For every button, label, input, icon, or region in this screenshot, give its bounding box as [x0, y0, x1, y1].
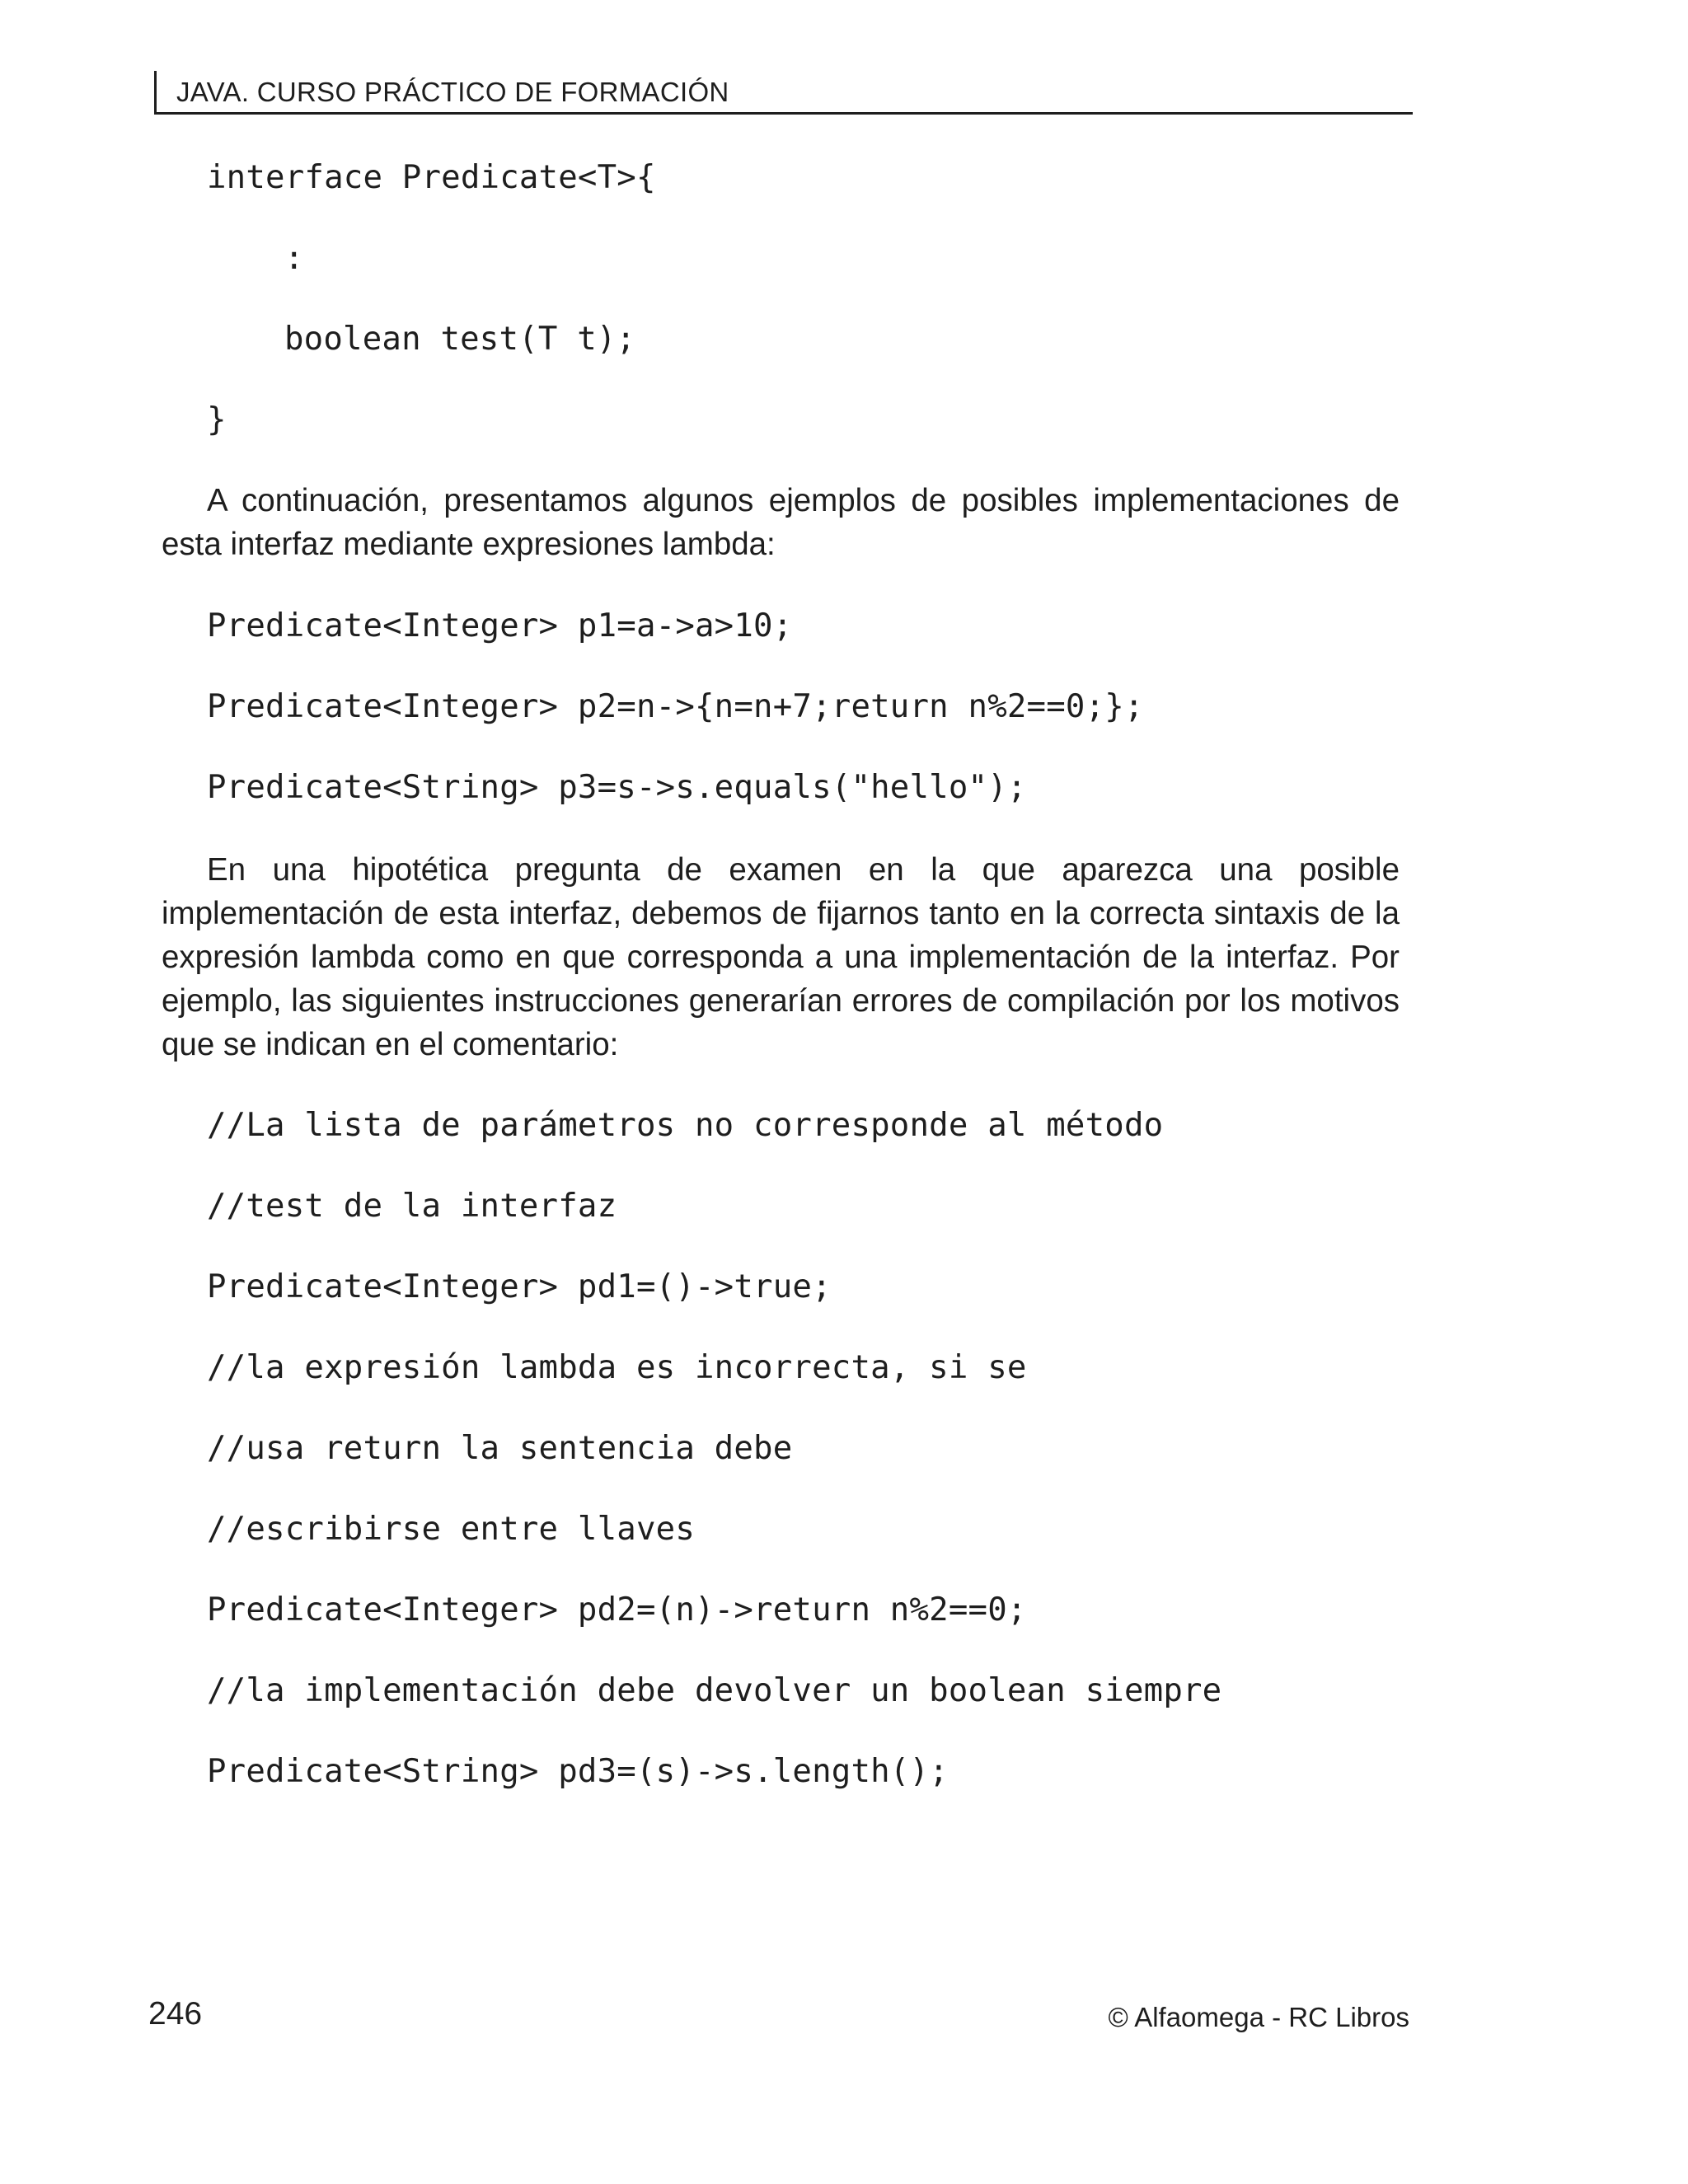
code-line: //test de la interfaz: [207, 1188, 617, 1225]
code-line: Predicate<String> pd3=(s)->s.length();: [207, 1753, 949, 1790]
code-line: //La lista de parámetros no corresponde al método: [207, 1107, 1164, 1144]
code-line: Predicate<Integer> p2=n->{n=n+7;return n%2==0;};: [207, 688, 1144, 725]
code-line: boolean test(T t);: [284, 321, 636, 358]
code-line: //usa return la sentencia debe: [207, 1430, 793, 1467]
code-line: :: [284, 240, 304, 277]
header-rule-vertical: [154, 71, 157, 114]
body-paragraph: A continuación, presentamos algunos ejemplos de posibles implementaciones de esta interfaz mediante expresiones lambda:: [162, 483, 1400, 562]
code-line: }: [207, 401, 227, 438]
copyright-notice: © Alfaomega - RC Libros: [1108, 2002, 1409, 2032]
code-line: //la implementación debe devolver un boolean siempre: [207, 1672, 1222, 1709]
code-line: //la expresión lambda es incorrecta, si se: [207, 1349, 1027, 1386]
code-line: Predicate<Integer> pd2=(n)->return n%2==0;: [207, 1591, 1027, 1629]
code-line: Predicate<Integer> p1=a->a>10;: [207, 607, 793, 644]
code-line: Predicate<Integer> pd1=()->true;: [207, 1268, 832, 1305]
code-line: Predicate<String> p3=s->s.equals("hello");: [207, 769, 1027, 806]
header-rule-horizontal: [154, 112, 1413, 115]
body-paragraph: En una hipotética pregunta de examen en la que aparezca una posible implementación de esta interfaz, debemos de fijarnos tanto en la correcta sintaxis de la expresión lambda como en que corresponda a una implementación de la interfaz. Por ejemplo, las siguientes instrucciones generarían errores de compilación por los motivos que se indican en el comentario:: [162, 852, 1400, 1062]
code-line: interface Predicate<T>{: [207, 159, 656, 196]
page-number: 246: [148, 1996, 203, 2032]
running-head: JAVA. CURSO PRÁCTICO DE FORMACIÓN: [176, 77, 729, 107]
code-line: //escribirse entre llaves: [207, 1511, 695, 1548]
